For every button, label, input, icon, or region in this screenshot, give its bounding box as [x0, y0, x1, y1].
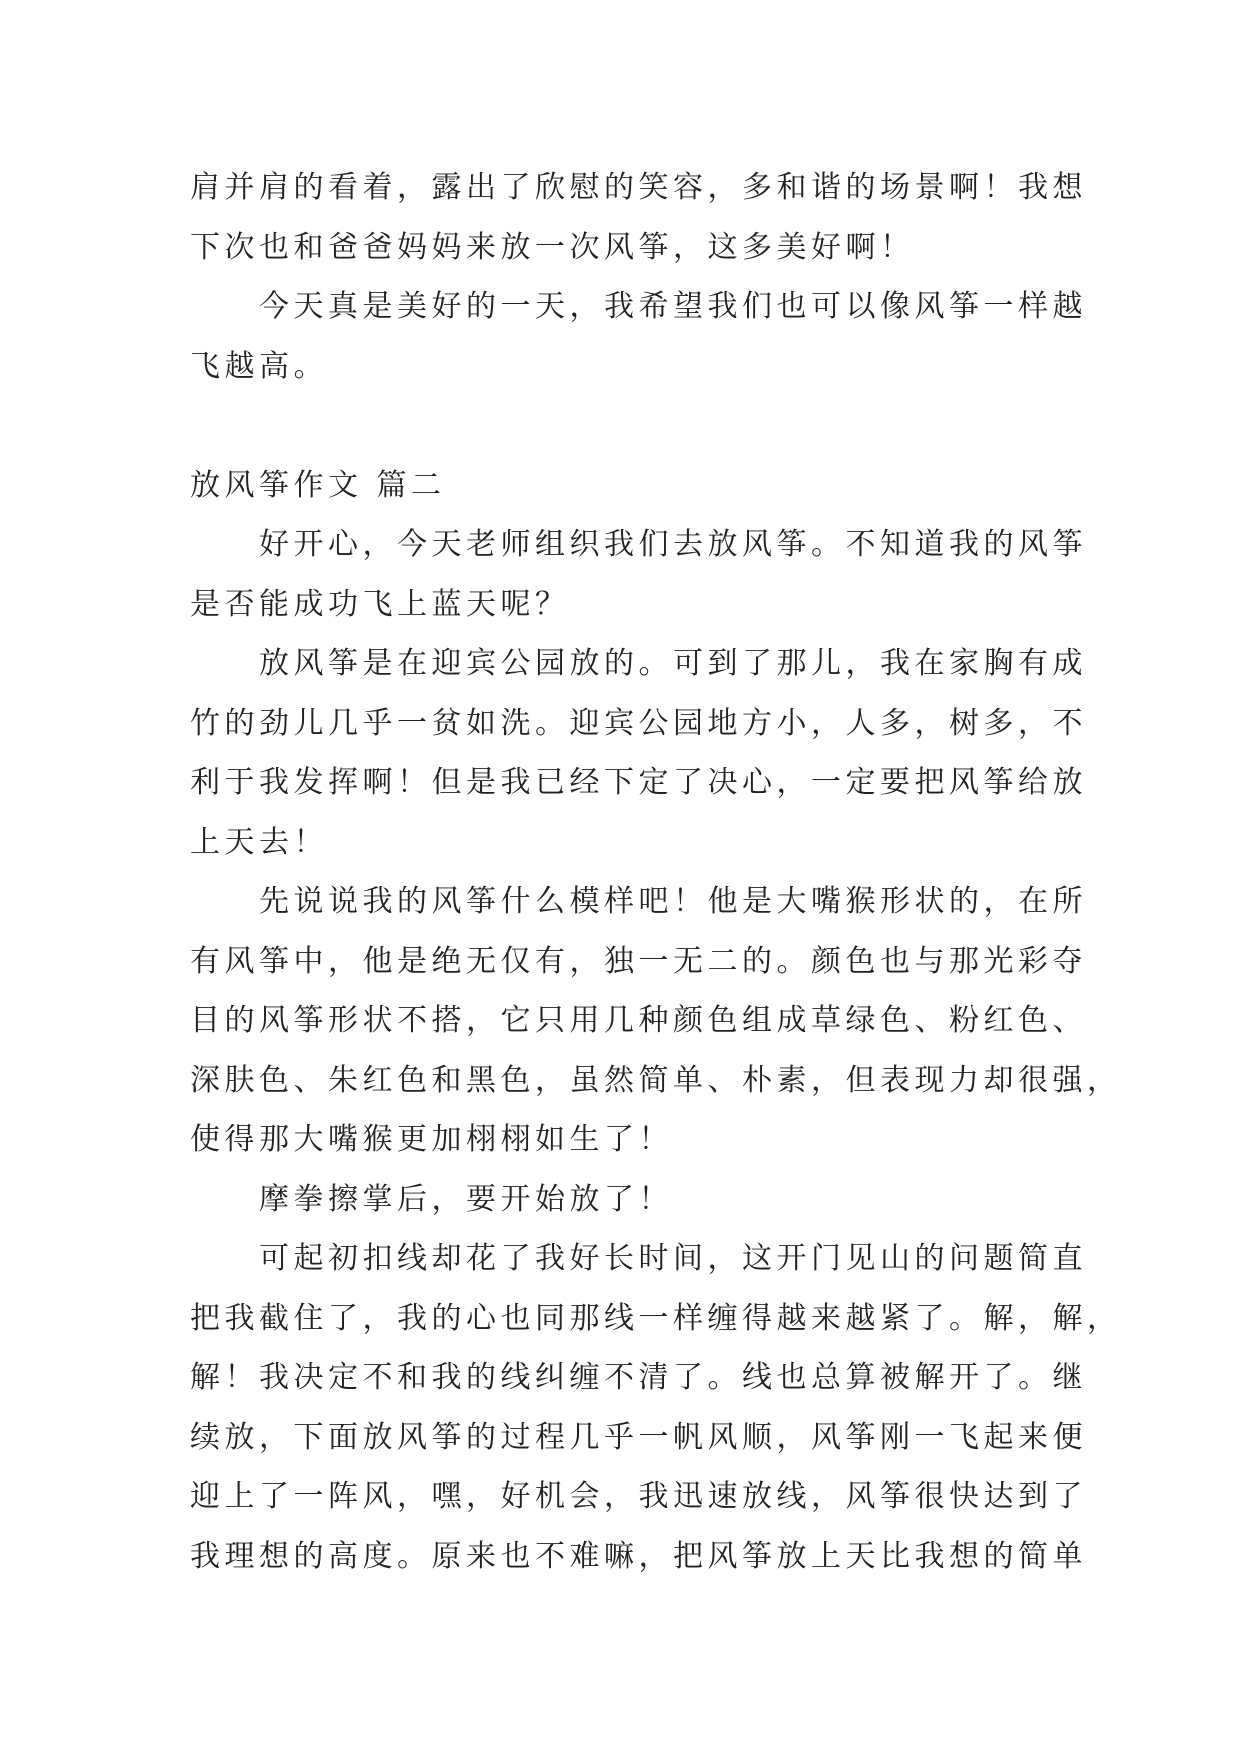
text-line: 深肤色、朱红色和黑色，虽然简单、朴素，但表现力却很强， — [190, 1062, 1122, 1098]
section-title: 放风筝作文 篇二 — [190, 467, 446, 503]
paragraph-first-line: 摩拳擦掌后，要开始放了！ — [259, 1181, 673, 1217]
text-line: 使得那大嘴猴更加栩栩如生了！ — [190, 1122, 673, 1157]
text-line: 上天去！ — [190, 824, 328, 860]
text-line: 有风筝中，他是绝无仅有，独一无二的。颜色也与那光彩夺 — [190, 943, 1087, 979]
text-line: 目的风筝形状不搭，它只用几种颜色组成草绿色、粉红色、 — [190, 1003, 1087, 1038]
text-line: 续放，下面放风筝的过程几乎一帆风顺，风筝刚一飞起来便 — [190, 1419, 1087, 1455]
text-line: 竹的劲儿几乎一贫如洗。迎宾公园地方小，人多，树多，不 — [190, 705, 1087, 741]
text-line: 是否能成功飞上蓝天呢？ — [190, 586, 570, 622]
text-line: 下次也和爸爸妈妈来放一次风筝，这多美好啊！ — [190, 229, 915, 265]
text-line: 解！我决定不和我的线纠缠不清了。线也总算被解开了。继 — [190, 1360, 1087, 1395]
text-line: 把我截住了，我的心也同那线一样缠得越来越紧了。解，解， — [190, 1300, 1122, 1336]
text-line: 飞越高。 — [190, 348, 328, 384]
paragraph-first-line: 先说说我的风筝什么模样吧！他是大嘴猴形状的，在所 — [259, 884, 1087, 919]
text-line: 利于我发挥啊！但是我已经下定了决心，一定要把风筝给放 — [190, 765, 1087, 800]
paragraph-first-line: 好开心，今天老师组织我们去放风筝。不知道我的风筝 — [259, 527, 1087, 562]
text-line: 我理想的高度。原来也不难嘛，把风筝放上天比我想的简单 — [190, 1538, 1087, 1574]
paragraph-first-line: 可起初扣线却花了我好长时间，这开门见山的问题简直 — [259, 1241, 1087, 1276]
text-line: 肩并肩的看着，露出了欣慰的笑容，多和谐的场景啊！我想 — [190, 170, 1087, 205]
document-body — [190, 158, 1122, 1586]
text-line: 迎上了一阵风，嘿，好机会，我迅速放线，风筝很快达到了 — [190, 1479, 1087, 1514]
paragraph-first-line: 放风筝是在迎宾公园放的。可到了那儿，我在家胸有成 — [259, 646, 1087, 681]
blank-line — [190, 396, 1060, 456]
paragraph-first-line: 今天真是美好的一天，我希望我们也可以像风筝一样越 — [259, 289, 1087, 324]
